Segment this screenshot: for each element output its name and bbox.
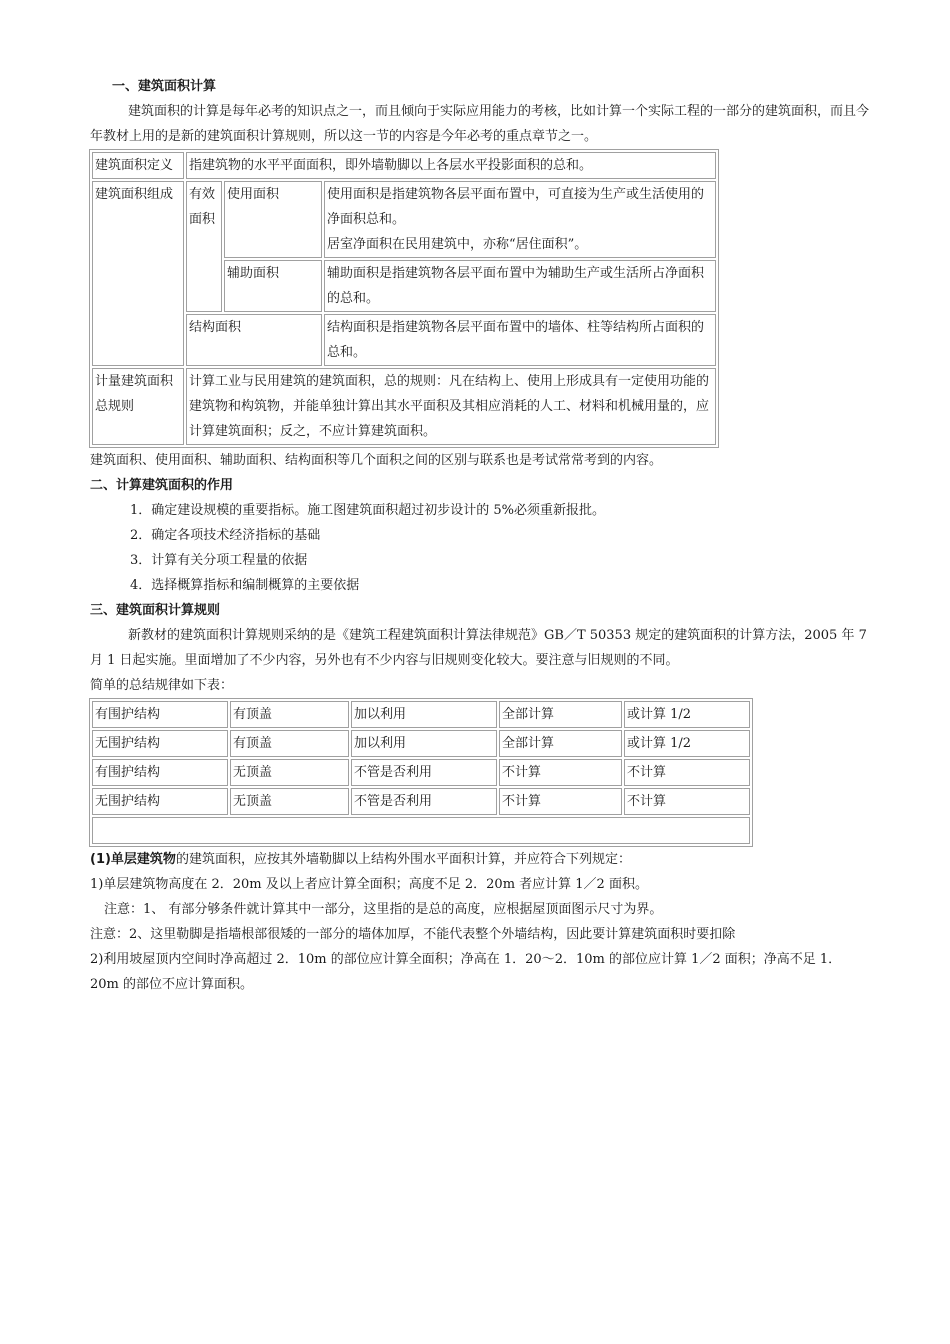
aux-text: 辅助面积是指建筑物各层平面布置中为辅助生产或生活所占净面积的总和。 [324, 260, 716, 312]
section1-intro: 建筑面积的计算是每年必考的知识点之一，而且倾向于实际应用能力的考核，比如计算一个实际工程的一部分的建筑面积，而且今年教材上用的是新的建筑面积计算规则，所以这一节的内容是今年必考的重点章节之一。 [90, 104, 870, 144]
use-text [324, 181, 716, 258]
single-storey-rest: 的建筑面积，应按其外墙勒脚以上结构外围水平面积计算，并应符合下列规定： [175, 852, 631, 867]
table-cell: 无围护结构 [92, 730, 228, 757]
area-definition-table [89, 149, 719, 448]
table-row [92, 788, 750, 815]
effective-label: 有效面积 [186, 181, 222, 312]
document-page [90, 74, 870, 997]
def-label: 建筑面积定义 [92, 152, 184, 179]
table-row [92, 759, 750, 786]
table-cell: 不计算 [624, 788, 750, 815]
table-cell: 不计算 [499, 788, 622, 815]
def-text: 指建筑物的水平平面面积，即外墙勒脚以上各层水平投影面积的总和。 [186, 152, 716, 179]
single-storey-rule [90, 847, 870, 872]
single-storey-bold: (1)单层建筑物 [90, 852, 176, 867]
aux-label: 辅助面积 [224, 260, 322, 312]
table-cell: 加以利用 [351, 730, 497, 757]
table-cell: 有顶盖 [230, 730, 349, 757]
table-cell: 无顶盖 [230, 788, 349, 815]
struct-label: 结构面积 [186, 314, 322, 366]
summary-lead: 简单的总结规律如下表： [90, 678, 234, 693]
table-cell: 加以利用 [351, 701, 497, 728]
table-cell: 无围护结构 [92, 788, 228, 815]
note-1: 注意：1、 有部分够条件就计算其中一部分，这里指的是总的高度，应根据屋顶面图示尺寸为界。 [104, 902, 663, 917]
section1-title: 一、建筑面积计算 [112, 79, 217, 94]
section3-title: 三、建筑面积计算规则 [90, 603, 221, 618]
table-row-empty [92, 817, 750, 844]
rule-line-1: 1)单层建筑物高度在 2．20m 及以上者应计算全面积；高度不足 2．20m 者应计算 1／2 面积。 [90, 877, 648, 892]
section2-item: 2．确定各项技术经济指标的基础 [130, 528, 321, 543]
table-row [92, 701, 750, 728]
rule-line-2: 2)利用坡屋顶内空间时净高超过 2．10m 的部位应计算全面积；净高在 1．20～2．10m 的部位应计算 1／2 面积；净高不足 1．20m 的部位不应计算面积。 [90, 952, 842, 992]
table-cell: 有围护结构 [92, 701, 228, 728]
comp-label: 建筑面积组成 [92, 181, 184, 366]
rule-text: 计算工业与民用建筑的建筑面积，总的规则：凡在结构上、使用上形成具有一定使用功能的建筑物和构筑物，并能单独计算出其水平面积及其相应消耗的人工、材料和机械用量的，应计算建筑面积；反之，不应计算建筑面积。 [186, 368, 716, 445]
table-cell-empty [92, 817, 750, 844]
table-cell: 无顶盖 [230, 759, 349, 786]
section2-item: 4．选择概算指标和编制概算的主要依据 [130, 578, 360, 593]
table-cell: 全部计算 [499, 701, 622, 728]
section2-item: 3．计算有关分项工程量的依据 [130, 553, 308, 568]
use-text-2: 居室净面积在民用建筑中，亦称“居住面积”。 [327, 237, 588, 252]
rule-label: 计量建筑面积总规则 [92, 368, 184, 445]
table-cell: 或计算 1/2 [624, 730, 750, 757]
section3-intro: 新教材的建筑面积计算规则采纳的是《建筑工程建筑面积计算法律规范》GB／T 50353 规定的建筑面积的计算方法，2005 年 7 月 1 日起实施。里面增加了不少内容，另外也有不少内容与旧规则变化较大。要注意与旧规则的不同。 [90, 628, 867, 668]
note-2: 注意：2、这里勒脚是指墙根部很矮的一部分的墙体加厚，不能代表整个外墙结构，因此要计算建筑面积时要扣除 [90, 927, 736, 942]
table-cell: 或计算 1/2 [624, 701, 750, 728]
section1-after: 建筑面积、使用面积、辅助面积、结构面积等几个面积之间的区别与联系也是考试常常考到的内容。 [90, 453, 663, 468]
table-cell: 不计算 [499, 759, 622, 786]
table-cell: 不管是否利用 [351, 759, 497, 786]
struct-text: 结构面积是指建筑物各层平面布置中的墙体、柱等结构所占面积的总和。 [324, 314, 716, 366]
table-cell: 有围护结构 [92, 759, 228, 786]
use-text-1: 使用面积是指建筑物各层平面布置中，可直接为生产或生活使用的净面积总和。 [327, 187, 705, 227]
use-label: 使用面积 [224, 181, 322, 258]
rules-summary-table [89, 698, 753, 847]
section2-item: 1．确定建设规模的重要指标。施工图建筑面积超过初步设计的 5%必须重新报批。 [130, 503, 606, 518]
table-row [92, 730, 750, 757]
table-cell: 全部计算 [499, 730, 622, 757]
table-cell: 不管是否利用 [351, 788, 497, 815]
table-cell: 不计算 [624, 759, 750, 786]
table-cell: 有顶盖 [230, 701, 349, 728]
section2-title: 二、计算建筑面积的作用 [90, 478, 234, 493]
